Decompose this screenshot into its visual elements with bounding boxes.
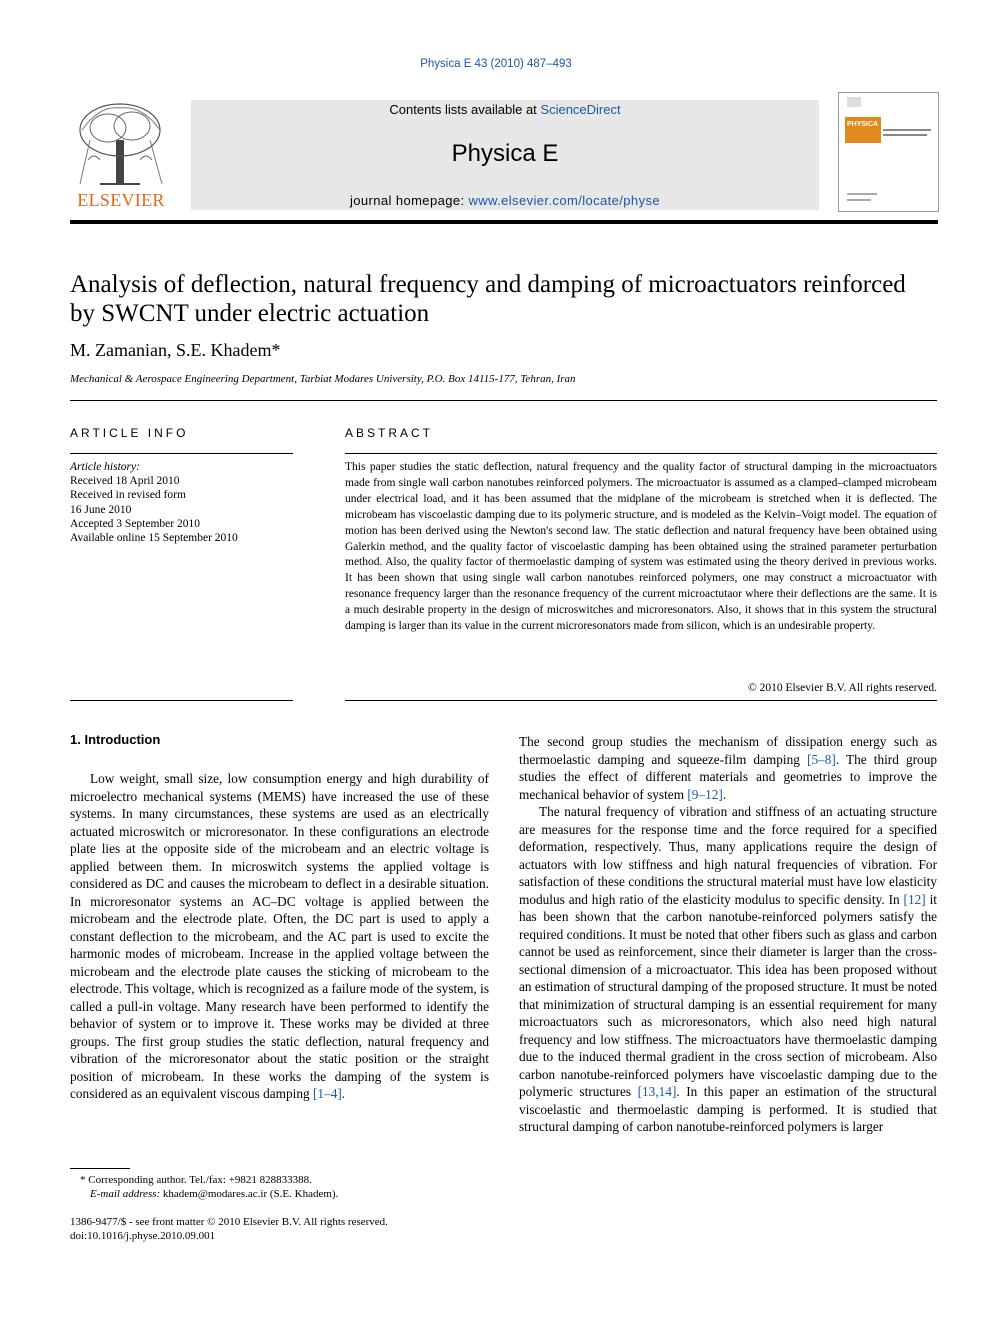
contents-prefix: Contents lists available at — [389, 102, 541, 117]
history-item: Received in revised form — [70, 489, 186, 502]
journal-masthead — [191, 100, 819, 210]
intro-left-column — [70, 770, 489, 1103]
homepage-line — [191, 193, 819, 208]
abstract-rule — [345, 453, 937, 454]
doi-line[interactable]: doi:10.1016/j.physe.2010.09.001 — [70, 1230, 216, 1242]
article-title: Analysis of deflection, natural frequency and damping of microactuators reinforced by SWCNT under electric actuation — [70, 271, 906, 327]
citation-link[interactable]: [12] — [903, 891, 926, 907]
article-info-heading: ARTICLE INFO — [70, 426, 189, 440]
citation-link[interactable]: [13,14] — [637, 1084, 677, 1099]
intro-right-column — [519, 733, 937, 1136]
contents-line — [191, 102, 819, 117]
abstract-text: This paper studies the static deflection, natural frequency and the quality factor of structural damping in the microactuators made from single wall carbon nanotubes reinforced polymers. The microactuator is assumed as a clamped–clamped microbeam under electrical load, and it has been assumed that the midplane of the microbeam is stretched when it is deflected. The microbeam has viscoelastic damping due to its polymeric structure, and is modeled as the Kelvin–Voigt model. The equation of motion has been derived using the Newton's second law. The static deflection and natural frequency have been obtained using Galerkin method, and the quality factor of viscoelastic damping has been obtained using the strained parameter perturbation method. Also, the quality factor of thermoelastic damping of system was estimated using the theory derived in previous works. It has been shown that using single wall carbon nanotubes reinforced polymers, one may construct a microactuator with resonance frequency larger than the resonance frequency of the current microactutaor where their deflections are the same. It is a much desirable property in the design of microswitches and microresonators. Also, it shows that in this system the structural damping is larger than its value in the current microresonators made from silicon, which is an undesirable property. — [345, 461, 937, 633]
article-info-bottom-rule — [70, 700, 293, 701]
journal-title: Physica E — [451, 140, 559, 167]
cover-title: PHYSICA — [847, 121, 879, 128]
history-item: Accepted 3 September 2010 — [70, 517, 200, 530]
citation-link[interactable]: [5–8] — [807, 751, 836, 767]
email-label: E-mail address: — [90, 1188, 163, 1200]
abstract-heading: ABSTRACT — [345, 426, 434, 440]
article-info-rule — [70, 453, 293, 454]
email-address[interactable]: khadem@modares.ac.ir (S.E. Khadem). — [162, 1188, 339, 1200]
history-item: Available online 15 September 2010 — [70, 532, 238, 545]
intro-right-text: . The third group studies the effect of different materials and geometries to improve the mechanical behavior of system — [519, 751, 937, 802]
intro-paragraph — [519, 803, 937, 1136]
email-note — [90, 1188, 338, 1200]
homepage-link[interactable]: www.elsevier.com/locate/physe — [468, 193, 660, 208]
author-affiliation: Mechanical & Aerospace Engineering Department, Tarbiat Modares University, P.O. Box 14115-177, Tehran, Iran — [70, 373, 576, 385]
intro-right-text: The second group studies the mechanism of dissipation energy such as thermoelastic damping and squeeze-film damping — [519, 734, 937, 767]
citation-link[interactable]: [9–12] — [687, 786, 723, 802]
article-authors — [70, 340, 280, 361]
history-item: Received 18 April 2010 — [70, 475, 180, 488]
homepage-prefix: journal homepage: — [349, 193, 469, 208]
header-divider — [70, 400, 937, 401]
elsevier-wordmark: ELSEVIER — [77, 190, 165, 210]
abstract-bottom-rule — [345, 700, 937, 701]
footnote-rule — [70, 1168, 130, 1169]
intro-paragraph: Low weight, small size, low consumption energy and high durability of microelectro mechanical systems (MEMS) have increased the use of these systems. In many circumstances, these systems are used as an electrically actuated microswitch or microresonator. In these configurations an electrode plate lies at the opposite side of the microbeam and an electric voltage is applied between them. In microswitch systems the applied voltage is considered as DC and causes the microbeam to deflect in a desirable situation. In microresonator systems an AC–DC voltage is applied between the microbeam and the electrode plate. Often, the DC part is used to apply a constant deflection to the microbeam, and the AC part is used to excite the harmonic modes of microbeam. Increase in the applied voltage between the microbeam and the electrode plate causes the sticking of microbeam to the electrode. This voltage, which is recognized as a failure mode of the system, is called a pull-in voltage. Many research have been performed to identify the behavior of system or to improve it. These works may be divided at three groups. The first group studies the static deflection, natural frequency and vibration of the microresonator about the static position or the straight position of microbeam. In these works the damping of the system is considered as an equivalent viscous damping [1–4]. — [70, 771, 489, 1101]
sciencedirect-link[interactable]: ScienceDirect — [540, 102, 621, 117]
abstract-copyright: © 2010 Elsevier B.V. All rights reserved. — [748, 682, 937, 694]
masthead-rule — [70, 220, 938, 224]
intro-right-text: . In this paper an estimation of the structural viscoelastic and thermoelastic damping is performed. It is studied that structural damping of carbon nanotube-reinforced polymers is larger — [519, 1084, 937, 1134]
corresponding-author-mark[interactable]: * — [271, 340, 281, 360]
issn-line: 1386-9477/$ - see front matter © 2010 Elsevier B.V. All rights reserved. — [70, 1216, 388, 1228]
intro-right-text: The natural frequency of vibration and stiffness of an actuating structure are measures for the response time and the force required for a specified deformation, respectively. Thus, many applications require the design of actuators with low stiffness and high natural frequencies of vibration. For satisfaction of these conditions the structural material must have low elasticity modulus and high ratio of the elasticity modulus to specific density. In — [519, 804, 937, 907]
introduction-heading: 1. Introduction — [70, 732, 161, 747]
corresponding-author-note: * Corresponding author. Tel./fax: +9821 828833388. — [80, 1174, 312, 1186]
intro-paragraph: The second group studies the mechanism of dissipation energy such as thermoelastic damping and squeeze-film damping [5–8]. The third group studies the effect of different materials and geometries to improve the mechanical behavior of system [9–12]. — [519, 734, 937, 802]
journal-cover-thumbnail[interactable] — [838, 92, 939, 212]
history-label: Article history: — [70, 461, 140, 473]
intro-left-text: Low weight, small size, low consumption energy and high durability of microelectro mechanical systems (MEMS) have increased the use of these systems. In many circumstances, these systems are used as an electrically actuated microswitch or microresonator. In these configurations an electrode plate lies at the opposite side of the microbeam and an electric voltage is applied between them. In microswitch systems the applied voltage is considered as DC and causes the microbeam to deflect in a desirable situation. In microresonator systems an AC–DC voltage is applied between the microbeam and the electrode plate. Often, the DC part is used to apply a constant deflection to the microbeam, and the AC part is used to excite the harmonic modes of microbeam. Increase in the applied voltage between the microbeam and the electrode plate causes the sticking of microbeam to the electrode. This voltage, which is recognized as a failure mode of the system, is called a pull-in voltage. Many research have been performed to identify the behavior of system or to improve it. These works may be divided at three groups. The first group studies the static deflection, natural frequency and vibration of the microresonator about the static position or the straight position of microbeam. In these works the damping of the system is considered as an equivalent viscous damping — [70, 771, 489, 1101]
intro-right-text: it has been shown that the carbon nanotube-reinforced polymers satisfy the required conditions. It must be noted that other fibers such as glass and carbon cannot be used as reinforcement, since their diameter is larger than the cross-sectional dimension of a microactuator. This idea has been proposed without an estimation of structural damping of the proposed structure. It must be noted that minimization of structural damping is an essential requirement for many microactuators such as microresonators, which also need high natural frequency and low stiffness. The microactuators have thermoelastic damping due to the induced thermal gradient in the cross section of microbeam. Also carbon nanotube-reinforced polymers have viscoelastic damping due to the polymeric structures — [519, 891, 937, 1099]
article-history — [70, 460, 295, 545]
journal-citation[interactable]: Physica E 43 (2010) 487–493 — [420, 58, 572, 70]
author-names[interactable]: M. Zamanian, S.E. Khadem — [70, 340, 272, 360]
citation-link[interactable]: [1–4] — [312, 1086, 342, 1101]
history-item: 16 June 2010 — [70, 503, 132, 516]
